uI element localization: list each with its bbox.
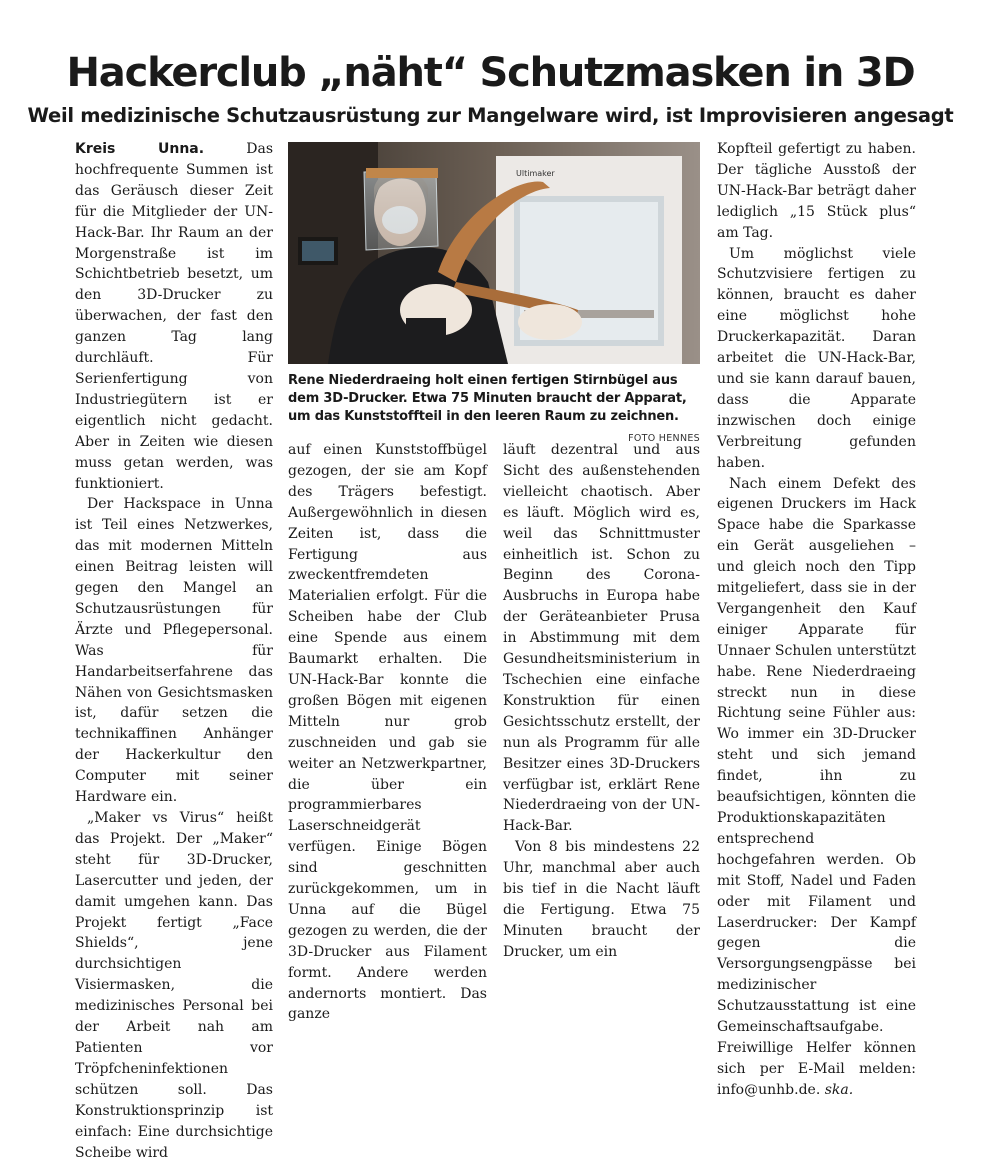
paragraph (717, 474, 916, 1101)
paragraph: auf einen Kunststoffbügel gezogen, der sie am Kopf des Trägers befestigt. Außergewöhnlich in diesen Zeiten ist, dass die Fertigung aus zweckentfremdeten Materialien erfolgt. Für die Scheiben habe der Club eine Spende aus einem Baumarkt erhalten. Die UN-Hack-Bar konnte die großen Bögen mit eigenen Mitteln nur grob zuschneiden und gab sie weiter an Netzwerkpartner, die über ein programmierbares Laserschneidgerät verfügen. Einige Bögen sind geschnitten zurückgekommen, um in Unna auf die Bügel gezogen zu werden, die der 3D-Drucker aus Filament formt. Andere werden andernorts montiert. Das ganze (288, 442, 487, 1023)
headline: Hackerclub „näht“ Schutzmasken in 3D (66, 50, 915, 96)
article-column-1 (75, 139, 273, 1163)
article-photo (288, 142, 700, 364)
paragraph (75, 139, 273, 494)
paragraph: Von 8 bis mindestens 22 Uhr, manchmal aber auch bis tief in die Nacht läuft die Fertigung. Etwa 75 Minuten braucht der Drucker, um ein (503, 839, 700, 960)
paragraph: Kopfteil gefertigt zu haben. Der tägliche Ausstoß der UN-Hack-Bar beträgt daher lediglich „15 Stück plus“ am Tag. (717, 141, 916, 241)
dateline: Kreis Unna. (75, 141, 205, 157)
paragraph: läuft dezentral und aus Sicht des außenstehenden vielleicht chaotisch. Aber es läuft. Möglich wird es, weil das Schnittmuster einheitlich ist. Schon zu Beginn des Corona-Ausbruchs in Europa habe der Geräteanbieter Prusa in Abstimmung mit dem Gesundheitsministerium in Tschechien eine einfache Konstruktion für einen Gesichtsschutz erstellt, der nun als Programm für alle Besitzer eines 3D-Druckers verfügbar ist, erklärt Rene Niederdraeing von der UN-Hack-Bar. (503, 442, 700, 835)
subheadline: Weil medizinische Schutzausrüstung zur Mangelware wird, ist Improvisieren angesagt (27, 104, 954, 127)
article-column-3 (503, 440, 700, 963)
printer-brand-label: Ultimaker (516, 169, 555, 178)
author-signature: ska. (824, 1081, 854, 1098)
photo-credit: FOTO HENNES (628, 433, 700, 444)
photo-illustration (288, 142, 700, 364)
paragraph-text: Das hochfrequente Summen ist das Geräusch dieser Zeit für die Mitglieder der UN-Hack-Bar. Ihr Raum an der Morgenstraße ist im Schichtbetrieb besetzt, um den 3D-Drucker zu überwachen, der fast den ganzen Tag lang durchläuft. Für Serienfertigung von Industriegütern ist er eigentlich nicht gedacht. Aber in Zeiten wie diesen muss getan werden, was funktioniert. (75, 141, 274, 492)
paragraph-text: Nach einem Defekt des eigenen Druckers im Hack Space habe die Sparkasse ein Gerät ausgeliehen – und gleich noch den Tipp mitgeliefert, dass sie in der Vergangenheit den Kauf einiger Apparate für Unnaer Schulen unterstützt habe. Rene Niederdraeing streckt nun in diese Richtung seine Fühler aus: Wo immer ein 3D-Drucker steht und sich jemand findet, ihn zu beaufsichtigen, könnten die Produktionskapazitäten entsprechend hochgefahren werden. Ob mit Stoff, Nadel und Faden oder mit Filament und Laserdrucker: Der Kampf gegen die Versorgungsengpässe bei medizinischer Schutzausstattung ist eine Gemeinschaftsaufgabe. Freiwillige Helfer können sich per E-Mail melden: info@unhb.de. (717, 475, 916, 1098)
paragraph: Der Hackspace in Unna ist Teil eines Netzwerkes, das mit modernen Mitteln einen Beitrag leisten will gegen den Mangel an Schutzausrüstungen für Ärzte und Pflegepersonal. Was für Handarbeitserfahrene das Nähen von Gesichtsmasken ist, dafür setzen die technikaffinen Anhänger der Hackerkultur den Computer mit seiner Hardware ein. (75, 496, 273, 806)
paragraph: Um möglichst viele Schutzvisiere fertigen zu können, braucht es daher eine möglichst hohe Druckerkapazität. Daran arbeitet die UN-Hack-Bar, und sie kann darauf bauen, dass die Apparate inzwischen doch einige Verbreitung gefunden haben. (717, 245, 916, 471)
photo-caption (288, 372, 700, 448)
article-column-4 (717, 139, 916, 1101)
paragraph: „Maker vs Virus“ heißt das Projekt. Der „Maker“ steht für 3D-Drucker, Lasercutter und jeden, der damit umgehen kann. Das Projekt fertigt „Face Shields“, jene durchsichtigen Visiermasken, die medizinisches Personal bei der Arbeit nah am Patienten vor Tröpfcheninfektionen schützen soll. Das Konstruktionsprinzip ist einfach: Eine durchsichtige Scheibe wird (75, 810, 273, 1161)
article-column-2 (288, 440, 487, 1025)
caption-text: Rene Niederdraeing holt einen fertigen Stirnbügel aus dem 3D-Drucker. Etwa 75 Minuten braucht der Apparat, um das Kunststoffteil in den leeren Raum zu zeichnen. (288, 373, 687, 424)
